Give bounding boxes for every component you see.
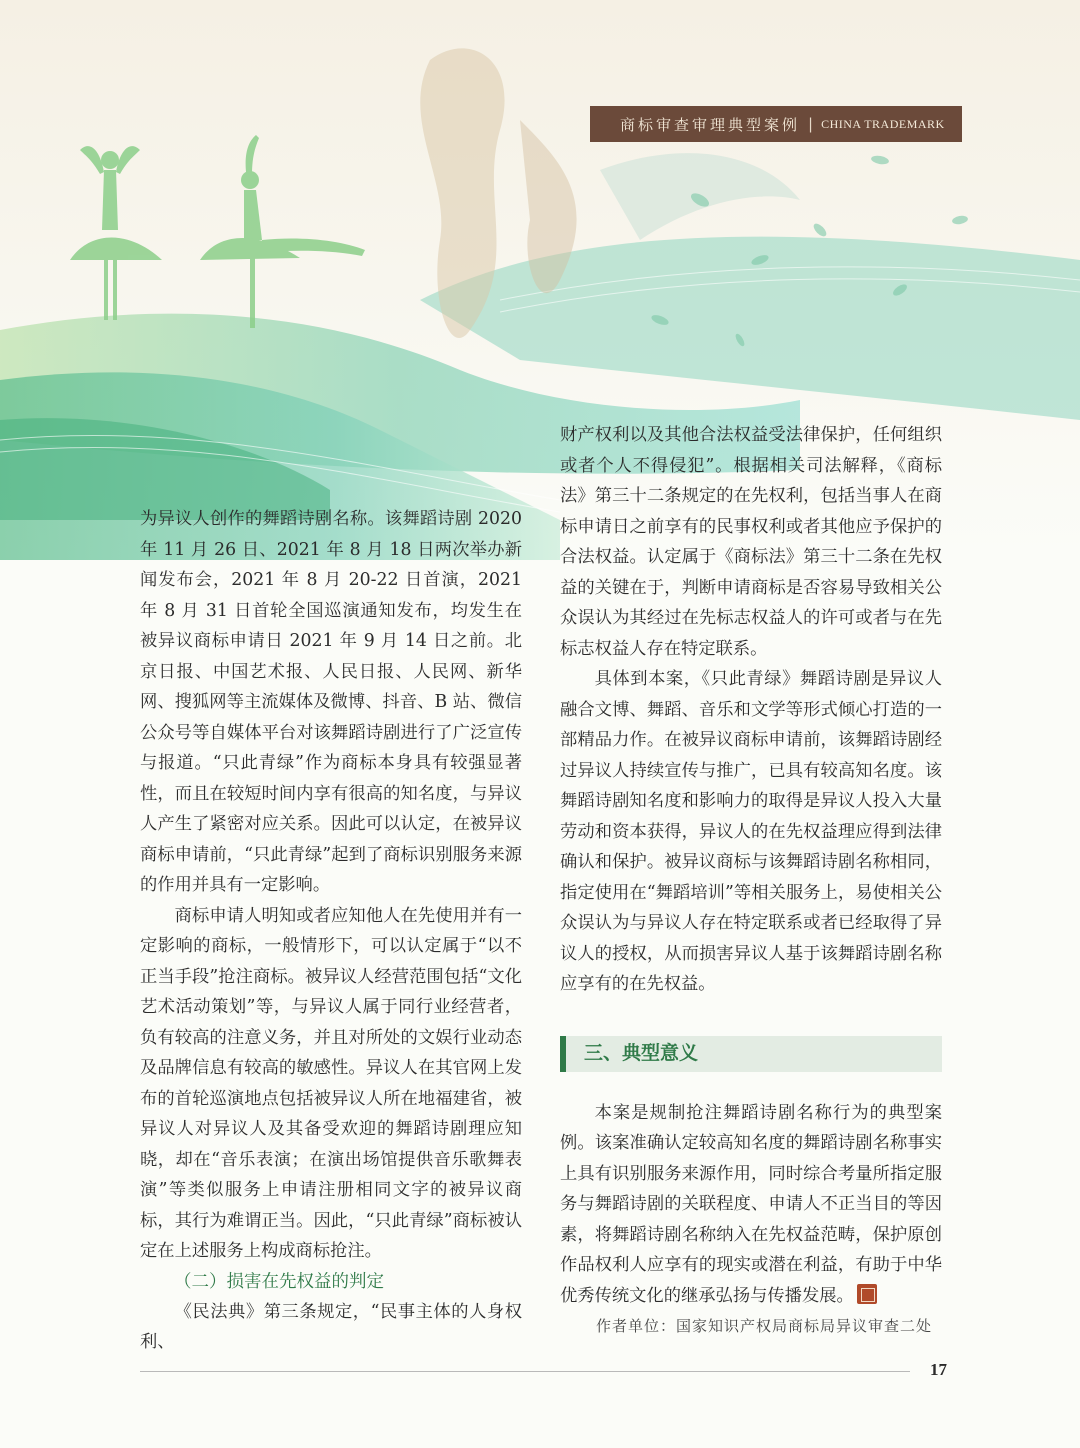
header-separator: |	[808, 115, 814, 133]
right-paragraph-3	[560, 1098, 942, 1312]
left-paragraph-3: 《民法典》第三条规定，“民事主体的人身权利、	[140, 1301, 522, 1352]
section-title: 三、典型意义	[584, 1042, 699, 1065]
left-paragraph-2: 商标申请人明知或者应知他人在先使用并有一定影响的商标，一般情形下，可以认定属于“以不正当手段”抢注商标。被异议人经营范围包括“文化艺术活动策划”等，与异议人属于同行业经营者，负有较高的注意义务，并且对所处的文娱行业动态及品牌信息有较高的敏感性。异议人在其官网上发布的首轮巡演地点包括被异议人所在地福建省，被异议人对异议人及其备受欢迎的舞蹈诗剧理应知晓，却在“音乐表演；在演出场馆提供音乐歌舞表演”等类似服务上申请注册相同文字的被异议商标，其行为难谓正当。因此，“只此青绿”商标被认定在上述服务上构成商标抢注。	[140, 905, 522, 1261]
right-paragraph-2: 具体到本案，《只此青绿》舞蹈诗剧是异议人融合文博、舞蹈、音乐和文学等形式倾心打造的一部精品力作。在被异议商标申请前，该舞蹈诗剧经过异议人持续宣传与推广，已具有较高知名度。该舞蹈诗剧知名度和影响力的取得是异议人投入大量劳动和资本获得，异议人的在先权益理应得到法律确认和保护。被异议商标与该舞蹈诗剧名称相同，指定使用在“舞蹈培训”等相关服务上，易使相关公众误认为与异议人存在特定联系或者已经取得了异议人的授权，从而损害异议人基于该舞蹈诗剧名称应享有的在先权益。	[560, 669, 942, 994]
header-banner	[590, 106, 962, 142]
right-column	[560, 420, 942, 1342]
right-paragraph-3-text: 本案是规制抢注舞蹈诗剧名称行为的典型案例。该案准确认定较高知名度的舞蹈诗剧名称事实上具有识别服务来源作用，同时综合考量所指定服务与舞蹈诗剧的关联程度、申请人不正当目的等因素，将舞蹈诗剧名称纳入在先权益范畴，保护原创作品权利人应享有的现实或潜在利益，有助于中华优秀传统文化的继承弘扬与传播发展。	[560, 1102, 942, 1306]
right-paragraph-1: 财产权利以及其他合法权益受法律保护，任何组织或者个人不得侵犯”。根据相关司法解释，《商标法》第三十二条规定的在先权利，包括当事人在商标申请日之前享有的民事权利或者其他应予保护的合法权益。认定属于《商标法》第三十二条在先权益的关键在于，判断申请商标是否容易导致相关公众误认为其经过在先标志权益人的许可或者与在先标志权益人存在特定联系。	[560, 425, 942, 659]
left-column	[140, 504, 522, 1358]
subheading: （二）损害在先权益的判定	[174, 1271, 384, 1292]
author-affiliation: 作者单位：国家知识产权局商标局异议审查二处	[596, 1317, 933, 1335]
section-heading	[560, 1036, 942, 1072]
header-title-en: CHINA TRADEMARK	[821, 116, 945, 131]
left-paragraph-1: 为异议人创作的舞蹈诗剧名称。该舞蹈诗剧 2020 年 11 月 26 日、2021 年 8 月 18 日两次举办新闻发布会，2021 年 8 月 20-22 日首演，2021 年 8 月 31 日首轮全国巡演通知发布，均发生在被异议商标申请日 2021 年 9 月 14 日之前。北京日报、中国艺术报、人民日报、人民网、新华网、搜狐网等主流媒体及微博、抖音、B 站、微信公众号等自媒体平台对该舞蹈诗剧进行了广泛宣传与报道。“只此青绿”作为商标本身具有较强显著性，而且在较短时间内享有很高的知名度，与异议人产生了紧密对应关系。因此可以认定，在被异议商标申请前，“只此青绿”起到了商标识别服务来源的作用并具有一定影响。	[140, 509, 522, 895]
seal-icon	[857, 1284, 877, 1304]
header-title-cn: 商标审查审理典型案例	[620, 115, 801, 134]
footer-divider	[140, 1371, 910, 1372]
page-number: 17	[930, 1360, 947, 1379]
